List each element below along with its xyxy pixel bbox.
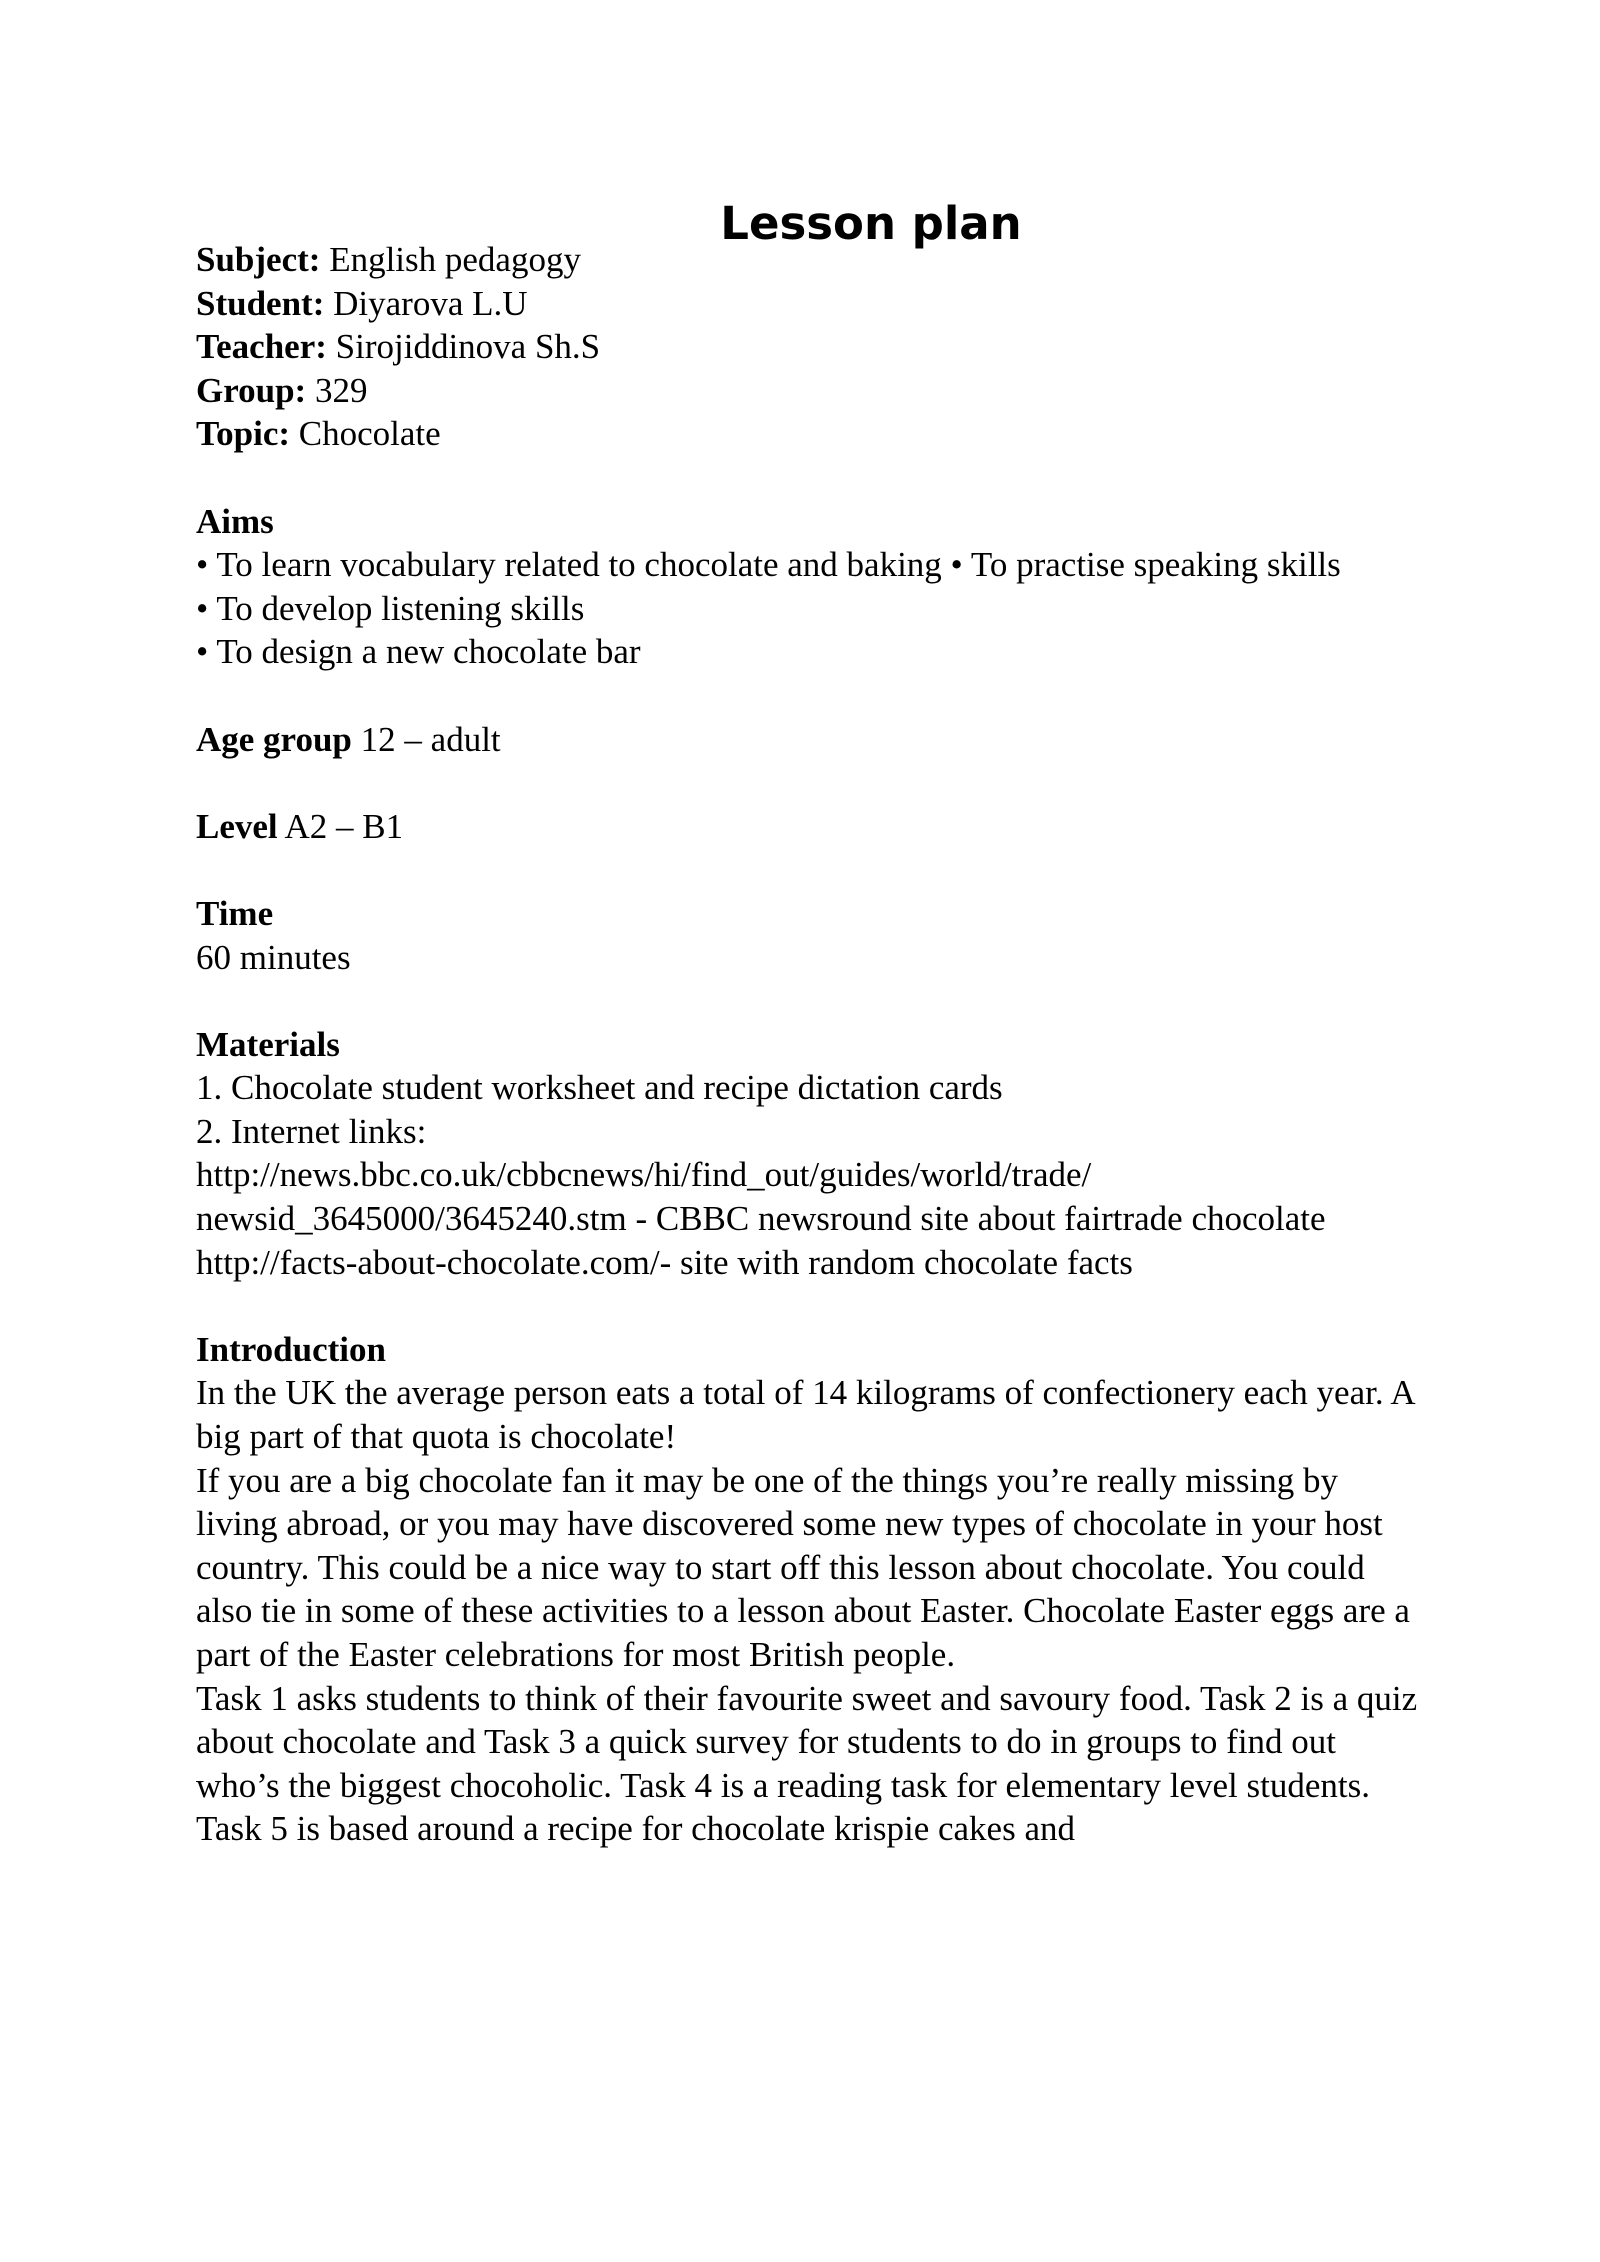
page-title: Lesson plan <box>720 197 1022 250</box>
materials-line: 2. Internet links: <box>196 1111 427 1151</box>
aims-item: • To learn vocabulary related to chocolate and baking • To practise speaking skills <box>196 545 1341 585</box>
lesson-info <box>196 238 1426 456</box>
level <box>196 805 1426 849</box>
spacer <box>196 761 1426 805</box>
aims-section <box>196 500 1426 674</box>
spacer <box>196 848 1426 892</box>
introduction-paragraph: In the UK the average person eats a total of 14 kilograms of confectionery each year. A big part of that quota is chocolate! <box>196 1373 1414 1457</box>
aims-item: • To develop listening skills <box>196 588 585 628</box>
aims-heading: Aims <box>196 501 274 541</box>
info-value: 329 <box>314 370 368 410</box>
level-label: Level <box>196 806 278 846</box>
introduction-paragraph: Task 1 asks students to think of their favourite sweet and savoury food. Task 2 is a quiz about chocolate and Task 3 a quick survey for students to do in groups to find out who’s the biggest chocoholic. Task 4 is a reading task for elementary level students. Task 5 is based around a recipe for chocolate krispie cakes and <box>196 1678 1418 1849</box>
aims-item: • To design a new chocolate bar <box>196 632 641 672</box>
info-group <box>196 369 1426 413</box>
info-value: English pedagogy <box>329 240 581 279</box>
info-value: Diyarova L.U <box>333 283 528 323</box>
spacer <box>196 979 1426 1023</box>
materials-line: 1. Chocolate student worksheet and recipe dictation cards <box>196 1068 1003 1108</box>
time-heading: Time <box>196 893 274 933</box>
info-value: Sirojiddinova Sh.S <box>335 327 601 367</box>
info-label: Subject: <box>196 240 321 279</box>
info-student <box>196 282 1426 326</box>
spacer <box>196 674 1426 718</box>
introduction-paragraph: If you are a big chocolate fan it may be one of the things you’re really missing by living abroad, or you may have discovered some new types of chocolate in your host country. This could be a nice way to start off this lesson about chocolate. You could also tie in some of these activities to a lesson about Easter. Chocolate Easter eggs are a part of the Easter celebrations for most British people. <box>196 1460 1410 1674</box>
info-label: Student: <box>196 283 325 323</box>
age-group <box>196 718 1426 762</box>
time-value: 60 minutes <box>196 937 351 977</box>
document-body <box>196 196 1426 1851</box>
materials-link: http://news.bbc.co.uk/cbbcnews/hi/find_out/guides/world/trade/ <box>196 1155 1092 1195</box>
info-topic <box>196 412 1426 456</box>
level-value: A2 – B1 <box>284 806 404 846</box>
info-label: Topic: <box>196 414 291 454</box>
materials-link: newsid_3645000/3645240.stm - CBBC newsround site about fairtrade chocolate <box>196 1199 1326 1239</box>
introduction-heading: Introduction <box>196 1329 386 1369</box>
materials-heading: Materials <box>196 1024 340 1064</box>
spacer <box>196 456 1426 500</box>
info-label: Group: <box>196 370 307 410</box>
info-value: Chocolate <box>298 414 441 454</box>
age-group-label: Age group <box>196 719 352 759</box>
info-label: Teacher: <box>196 327 327 367</box>
materials-link: http://facts-about-chocolate.com/- site with random chocolate facts <box>196 1242 1133 1282</box>
info-teacher <box>196 325 1426 369</box>
materials-section <box>196 1023 1426 1285</box>
age-group-value: 12 – adult <box>360 719 501 759</box>
time-section <box>196 892 1426 979</box>
spacer <box>196 1284 1426 1328</box>
introduction-section <box>196 1328 1426 1851</box>
